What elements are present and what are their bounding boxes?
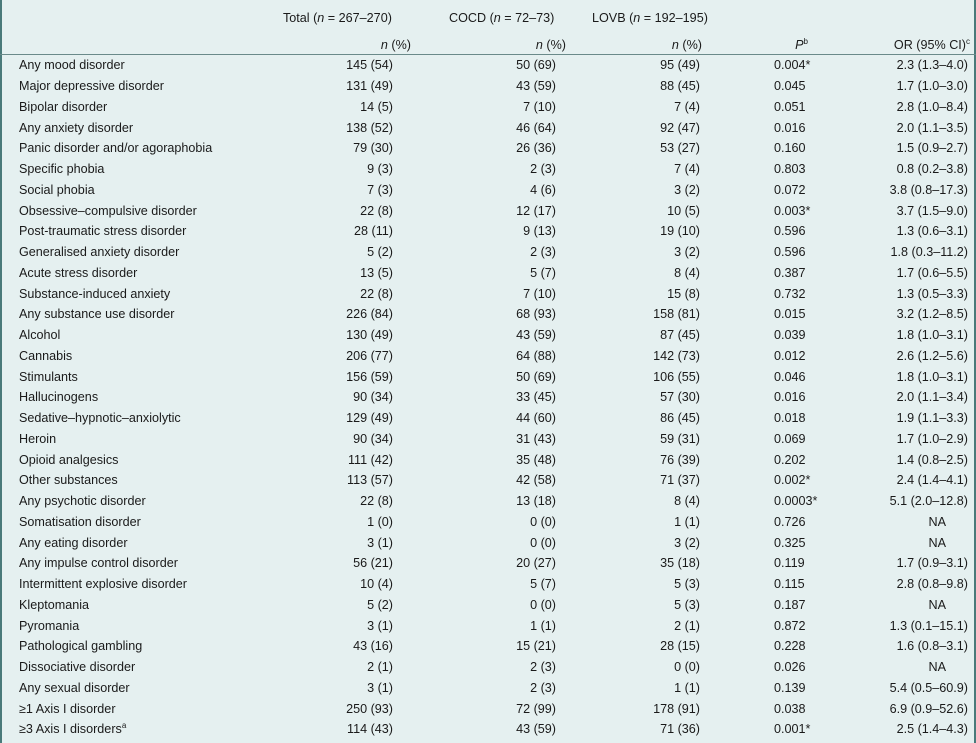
row-label bbox=[0, 657, 277, 678]
cell-p-value: 0.119 bbox=[774, 556, 805, 571]
subheader-total-n-pct: n (%) bbox=[277, 36, 437, 55]
cell-odds-ratio: 1.8 (0.3–11.2) bbox=[890, 245, 968, 260]
header-blank-p bbox=[728, 0, 838, 36]
row-label bbox=[0, 242, 277, 263]
table-row bbox=[0, 221, 976, 242]
table-row bbox=[0, 615, 976, 636]
cell-p-value: 0.016 bbox=[774, 120, 806, 135]
row-label-text: Hallucinogens bbox=[19, 390, 99, 405]
cell-cocd: 20 (27) bbox=[516, 556, 556, 571]
row-label bbox=[0, 97, 277, 118]
table-row bbox=[0, 532, 976, 553]
cell-lovb: 2 (1) bbox=[674, 618, 700, 633]
cell-lovb: 3 (2) bbox=[674, 182, 700, 197]
subheader-cocd-n-pct: n (%) bbox=[437, 36, 592, 55]
table-row bbox=[0, 512, 976, 533]
cell-lovb: 95 (49) bbox=[660, 58, 700, 73]
table-row bbox=[0, 449, 976, 470]
cell-total: 138 (52) bbox=[346, 120, 393, 135]
cell-lovb: 76 (39) bbox=[660, 452, 700, 467]
cell-total: 9 (3) bbox=[367, 162, 393, 177]
cell-cocd: 12 (17) bbox=[516, 203, 556, 218]
cell-cocd: 64 (88) bbox=[516, 348, 556, 363]
cell-odds-ratio: 1.8 (1.0–3.1) bbox=[896, 328, 968, 343]
table-row bbox=[0, 657, 976, 678]
row-label-text: Panic disorder and/or agoraphobia bbox=[19, 141, 213, 156]
cell-odds-ratio: 3.8 (0.8–17.3) bbox=[889, 182, 968, 197]
cell-odds-ratio: 2.0 (1.1–3.4) bbox=[896, 390, 968, 405]
cell-p-value: 0.046 bbox=[774, 369, 806, 384]
table-row bbox=[0, 719, 976, 740]
cell-p-value: 0.596 bbox=[774, 224, 806, 239]
table-body bbox=[0, 55, 976, 740]
cell-lovb: 178 (91) bbox=[653, 701, 700, 716]
row-label bbox=[0, 304, 277, 325]
cell-p-value: 0.596 bbox=[774, 245, 806, 260]
row-label-text: Intermittent explosive disorder bbox=[19, 577, 187, 592]
table-row bbox=[0, 76, 976, 97]
cell-odds-ratio: 2.3 (1.3–4.0) bbox=[896, 58, 968, 73]
cell-cocd: 2 (3) bbox=[530, 680, 556, 695]
table-row bbox=[0, 491, 976, 512]
table-row bbox=[0, 595, 976, 616]
row-label-text: Any eating disorder bbox=[19, 535, 128, 550]
subheader-odds-ratio: OR (95% CI)$^c$ bbox=[838, 36, 976, 55]
cell-p-value: 0.003* bbox=[774, 203, 811, 218]
cell-p-value: 0.012 bbox=[774, 348, 806, 363]
cell-p-value: 0.0003* bbox=[774, 494, 818, 509]
header-blank-or bbox=[838, 0, 976, 36]
table-row bbox=[0, 325, 976, 346]
row-label bbox=[0, 532, 277, 553]
row-label bbox=[0, 512, 277, 533]
cell-cocd: 35 (48) bbox=[516, 452, 556, 467]
row-label bbox=[0, 117, 277, 138]
row-label-text: Any substance use disorder bbox=[19, 307, 175, 322]
row-label bbox=[0, 221, 277, 242]
cell-lovb: 106 (55) bbox=[653, 369, 700, 384]
cell-cocd: 2 (3) bbox=[530, 245, 556, 260]
cell-cocd: 5 (7) bbox=[530, 265, 556, 280]
cell-total: 14 (5) bbox=[360, 99, 393, 114]
row-label bbox=[0, 263, 277, 284]
cell-odds-ratio: NA bbox=[928, 535, 946, 550]
cell-total: 5 (2) bbox=[367, 245, 393, 260]
cell-odds-ratio: NA bbox=[928, 597, 946, 612]
cell-p-value: 0.015 bbox=[774, 307, 806, 322]
row-label-text: Any anxiety disorder bbox=[19, 120, 134, 135]
cell-odds-ratio: 2.5 (1.4–4.3) bbox=[896, 722, 968, 737]
row-label-text: Specific phobia bbox=[19, 162, 105, 177]
cell-cocd: 2 (3) bbox=[530, 660, 556, 675]
cell-odds-ratio: 1.3 (0.1–15.1) bbox=[889, 618, 968, 633]
row-label-text: Cannabis bbox=[19, 348, 73, 363]
cell-odds-ratio: 5.4 (0.5–60.9) bbox=[889, 680, 968, 695]
cell-lovb: 92 (47) bbox=[660, 120, 700, 135]
cell-p-value: 0.228 bbox=[774, 639, 806, 654]
cell-lovb: 158 (81) bbox=[653, 307, 700, 322]
cell-lovb: 57 (30) bbox=[660, 390, 700, 405]
row-label-text: Stimulants bbox=[19, 369, 78, 384]
cell-total: 3 (1) bbox=[367, 618, 393, 633]
row-label bbox=[0, 491, 277, 512]
cell-cocd: 13 (18) bbox=[516, 494, 556, 509]
cell-total: 206 (77) bbox=[346, 348, 393, 363]
cell-cocd: 72 (99) bbox=[516, 701, 556, 716]
header-total: Total (n = 267–270) bbox=[283, 11, 392, 25]
cell-cocd: 0 (0) bbox=[530, 535, 556, 550]
cell-odds-ratio: 1.7 (0.9–3.1) bbox=[896, 556, 968, 571]
cell-cocd: 43 (59) bbox=[516, 79, 556, 94]
cell-lovb: 71 (36) bbox=[660, 722, 700, 737]
subheader-p-value: $P^b$ bbox=[728, 36, 838, 55]
cell-cocd: 68 (93) bbox=[516, 307, 556, 322]
cell-odds-ratio: 1.8 (1.0–3.1) bbox=[896, 369, 968, 384]
row-label bbox=[0, 678, 277, 699]
row-label-text: Any sexual disorder bbox=[19, 680, 130, 695]
cell-total: 5 (2) bbox=[367, 597, 393, 612]
row-label bbox=[0, 553, 277, 574]
group-header-row bbox=[0, 0, 976, 36]
cell-p-value: 0.325 bbox=[774, 535, 806, 550]
cell-odds-ratio: 2.8 (0.8–9.8) bbox=[896, 577, 968, 592]
cell-odds-ratio: 1.7 (1.0–2.9) bbox=[896, 431, 968, 446]
cell-cocd: 50 (69) bbox=[516, 58, 556, 73]
row-label-text: Other substances bbox=[19, 473, 118, 488]
cell-p-value: 0.726 bbox=[774, 514, 806, 529]
cell-lovb: 8 (4) bbox=[674, 494, 700, 509]
cell-lovb: 142 (73) bbox=[653, 348, 700, 363]
subheader-blank bbox=[0, 36, 277, 55]
row-label-text: Bipolar disorder bbox=[19, 99, 108, 114]
cell-odds-ratio: 1.3 (0.5–3.3) bbox=[896, 286, 968, 301]
cell-lovb: 3 (2) bbox=[674, 535, 700, 550]
cell-total: 3 (1) bbox=[367, 535, 393, 550]
cell-p-value: 0.872 bbox=[774, 618, 806, 633]
row-label-text: Pathological gambling bbox=[19, 639, 143, 654]
cell-p-value: 0.139 bbox=[774, 680, 806, 695]
cell-total: 56 (21) bbox=[353, 556, 393, 571]
row-label bbox=[0, 283, 277, 304]
row-label bbox=[0, 408, 277, 429]
cell-p-value: 0.002* bbox=[774, 473, 811, 488]
row-label bbox=[0, 346, 277, 367]
row-label bbox=[0, 449, 277, 470]
row-label-text: Any psychotic disorder bbox=[19, 494, 146, 509]
cell-cocd: 7 (10) bbox=[523, 99, 556, 114]
row-label bbox=[0, 55, 277, 76]
cell-lovb: 19 (10) bbox=[660, 224, 700, 239]
row-label-text: Substance-induced anxiety bbox=[19, 286, 171, 301]
table-row bbox=[0, 346, 976, 367]
table-row bbox=[0, 55, 976, 76]
cell-p-value: 0.039 bbox=[774, 328, 806, 343]
cell-lovb: 5 (3) bbox=[674, 597, 700, 612]
cell-total: 145 (54) bbox=[346, 58, 393, 73]
table-row bbox=[0, 553, 976, 574]
cell-p-value: 0.016 bbox=[774, 390, 806, 405]
cell-odds-ratio: 1.7 (0.6–5.5) bbox=[896, 265, 968, 280]
row-label-text: Heroin bbox=[19, 431, 57, 446]
subheader-row bbox=[0, 36, 976, 55]
cell-odds-ratio: NA bbox=[928, 660, 946, 675]
cell-lovb: 1 (1) bbox=[674, 514, 700, 529]
cell-p-value: 0.072 bbox=[774, 182, 806, 197]
cell-lovb: 28 (15) bbox=[660, 639, 700, 654]
cell-odds-ratio: 1.6 (0.8–3.1) bbox=[896, 639, 968, 654]
cell-lovb: 35 (18) bbox=[660, 556, 700, 571]
table-row bbox=[0, 698, 976, 719]
table-row bbox=[0, 429, 976, 450]
cell-total: 226 (84) bbox=[346, 307, 393, 322]
cell-total: 79 (30) bbox=[353, 141, 393, 156]
table-row bbox=[0, 574, 976, 595]
cell-cocd: 46 (64) bbox=[516, 120, 556, 135]
row-label bbox=[0, 636, 277, 657]
cell-odds-ratio: 1.5 (0.9–2.7) bbox=[896, 141, 968, 156]
cell-total: 2 (1) bbox=[367, 660, 393, 675]
cell-lovb: 88 (45) bbox=[660, 79, 700, 94]
cell-odds-ratio: 2.0 (1.1–3.5) bbox=[896, 120, 968, 135]
cell-lovb: 86 (45) bbox=[660, 411, 700, 426]
row-label-text: ≥3 Axis I disorders bbox=[19, 722, 122, 737]
row-label-text: Post-traumatic stress disorder bbox=[19, 224, 187, 239]
table-row bbox=[0, 242, 976, 263]
row-label bbox=[0, 615, 277, 636]
cell-total: 131 (49) bbox=[346, 79, 393, 94]
row-label bbox=[0, 429, 277, 450]
cell-cocd: 43 (59) bbox=[516, 722, 556, 737]
cell-lovb: 71 (37) bbox=[660, 473, 700, 488]
table-row bbox=[0, 138, 976, 159]
cell-lovb: 15 (8) bbox=[667, 286, 700, 301]
cell-cocd: 4 (6) bbox=[530, 182, 556, 197]
cell-cocd: 9 (13) bbox=[523, 224, 556, 239]
cell-odds-ratio: 1.3 (0.6–3.1) bbox=[896, 224, 968, 239]
cell-odds-ratio: NA bbox=[928, 514, 946, 529]
cell-p-value: 0.732 bbox=[774, 286, 806, 301]
row-label-text: Major depressive disorder bbox=[19, 79, 164, 94]
table-row bbox=[0, 283, 976, 304]
cell-p-value: 0.202 bbox=[774, 452, 806, 467]
table-row bbox=[0, 117, 976, 138]
cell-total: 7 (3) bbox=[367, 182, 393, 197]
cell-lovb: 10 (5) bbox=[667, 203, 700, 218]
table-row bbox=[0, 263, 976, 284]
row-label-text: Social phobia bbox=[19, 182, 95, 197]
cell-p-value: 0.160 bbox=[774, 141, 806, 156]
row-label bbox=[0, 159, 277, 180]
cell-total: 43 (16) bbox=[353, 639, 393, 654]
cell-lovb: 87 (45) bbox=[660, 328, 700, 343]
cell-p-value: 0.026 bbox=[774, 660, 806, 675]
cell-total: 90 (34) bbox=[353, 390, 393, 405]
row-label-text: Pyromania bbox=[19, 618, 80, 633]
row-label bbox=[0, 719, 277, 740]
cell-odds-ratio: 1.9 (1.1–3.3) bbox=[896, 411, 968, 426]
cell-lovb: 59 (31) bbox=[660, 431, 700, 446]
cell-lovb: 5 (3) bbox=[674, 577, 700, 592]
cell-cocd: 0 (0) bbox=[530, 597, 556, 612]
cell-total: 28 (11) bbox=[354, 224, 393, 239]
cell-cocd: 15 (21) bbox=[516, 639, 556, 654]
cell-total: 130 (49) bbox=[346, 328, 393, 343]
cell-p-value: 0.018 bbox=[774, 411, 806, 426]
cell-cocd: 26 (36) bbox=[516, 141, 556, 156]
table-row bbox=[0, 366, 976, 387]
cell-odds-ratio: 3.2 (1.2–8.5) bbox=[896, 307, 968, 322]
row-label-text: Kleptomania bbox=[19, 597, 90, 612]
table-row bbox=[0, 470, 976, 491]
table-row bbox=[0, 678, 976, 699]
row-label-text: Somatisation disorder bbox=[19, 514, 141, 529]
cell-total: 13 (5) bbox=[360, 265, 393, 280]
header-lovb: LOVB (n = 192–195) bbox=[592, 11, 708, 25]
row-label-text: Any mood disorder bbox=[19, 58, 125, 73]
cell-p-value: 0.051 bbox=[774, 99, 806, 114]
cell-total: 22 (8) bbox=[360, 203, 393, 218]
cell-lovb: 3 (2) bbox=[674, 245, 700, 260]
cell-lovb: 7 (4) bbox=[674, 162, 700, 177]
cell-total: 114 (43) bbox=[347, 722, 393, 737]
cell-odds-ratio: 3.7 (1.5–9.0) bbox=[896, 203, 968, 218]
cell-odds-ratio: 1.7 (1.0–3.0) bbox=[896, 79, 968, 94]
table-row bbox=[0, 180, 976, 201]
cell-lovb: 0 (0) bbox=[674, 660, 700, 675]
cell-total: 22 (8) bbox=[360, 286, 393, 301]
cell-total: 3 (1) bbox=[367, 680, 393, 695]
cell-p-value: 0.069 bbox=[774, 431, 806, 446]
table-row bbox=[0, 200, 976, 221]
subheader-lovb-n-pct: n (%) bbox=[592, 36, 728, 55]
table-row bbox=[0, 408, 976, 429]
cell-total: 250 (93) bbox=[346, 701, 393, 716]
row-label-text: Sedative–hypnotic–anxiolytic bbox=[19, 411, 181, 426]
cell-cocd: 31 (43) bbox=[516, 431, 556, 446]
row-label-text: Generalised anxiety disorder bbox=[19, 245, 180, 260]
cell-cocd: 0 (0) bbox=[530, 514, 556, 529]
cell-odds-ratio: 2.8 (1.0–8.4) bbox=[896, 99, 968, 114]
cell-total: 22 (8) bbox=[360, 494, 393, 509]
row-label bbox=[0, 387, 277, 408]
cell-lovb: 8 (4) bbox=[674, 265, 700, 280]
cell-total: 111 (42) bbox=[347, 452, 393, 467]
cell-total: 10 (4) bbox=[360, 577, 393, 592]
cell-lovb: 7 (4) bbox=[674, 99, 700, 114]
cell-p-value: 0.115 bbox=[774, 577, 805, 592]
cell-odds-ratio: 6.9 (0.9–52.6) bbox=[889, 701, 968, 716]
cell-p-value: 0.187 bbox=[774, 597, 806, 612]
table-row bbox=[0, 159, 976, 180]
header-cocd: COCD (n = 72–73) bbox=[449, 11, 555, 25]
row-label-text: Acute stress disorder bbox=[19, 265, 138, 280]
row-label-text: Obsessive–compulsive disorder bbox=[19, 203, 197, 218]
cell-total: 1 (0) bbox=[367, 514, 393, 529]
row-label bbox=[0, 470, 277, 491]
cell-cocd: 33 (45) bbox=[516, 390, 556, 405]
row-label bbox=[0, 595, 277, 616]
cell-cocd: 1 (1) bbox=[530, 618, 556, 633]
row-label bbox=[0, 76, 277, 97]
table-row bbox=[0, 97, 976, 118]
cell-cocd: 5 (7) bbox=[530, 577, 556, 592]
cell-total: 113 (57) bbox=[347, 473, 393, 488]
cell-cocd: 44 (60) bbox=[516, 411, 556, 426]
cell-p-value: 0.387 bbox=[774, 265, 806, 280]
cell-cocd: 50 (69) bbox=[516, 369, 556, 384]
row-label-text: Opioid analgesics bbox=[19, 452, 119, 467]
cell-lovb: 53 (27) bbox=[660, 141, 700, 156]
cell-cocd: 42 (58) bbox=[516, 473, 556, 488]
cell-cocd: 7 (10) bbox=[523, 286, 556, 301]
cell-p-value: 0.038 bbox=[774, 701, 806, 716]
cell-total: 129 (49) bbox=[346, 411, 393, 426]
row-label-footnote: a bbox=[121, 721, 127, 731]
row-label bbox=[0, 200, 277, 221]
row-label-text: ≥1 Axis I disorder bbox=[19, 701, 116, 716]
row-label bbox=[0, 366, 277, 387]
table-row bbox=[0, 636, 976, 657]
table-row bbox=[0, 304, 976, 325]
cell-lovb: 1 (1) bbox=[674, 680, 700, 695]
cell-odds-ratio: 0.8 (0.2–3.8) bbox=[896, 162, 968, 177]
cell-p-value: 0.004* bbox=[774, 58, 811, 73]
row-label bbox=[0, 180, 277, 201]
table-row bbox=[0, 387, 976, 408]
cell-p-value: 0.045 bbox=[774, 79, 806, 94]
row-label bbox=[0, 574, 277, 595]
row-label-text: Any impulse control disorder bbox=[19, 556, 178, 571]
row-label-text: Alcohol bbox=[19, 328, 61, 343]
cell-odds-ratio: 5.1 (2.0–12.8) bbox=[889, 494, 968, 509]
row-label bbox=[0, 138, 277, 159]
cell-odds-ratio: 2.4 (1.4–4.1) bbox=[896, 473, 968, 488]
cell-odds-ratio: 1.4 (0.8–2.5) bbox=[896, 452, 968, 467]
cell-p-value: 0.803 bbox=[774, 162, 806, 177]
cell-cocd: 43 (59) bbox=[516, 328, 556, 343]
cell-total: 156 (59) bbox=[346, 369, 393, 384]
row-label-text: Dissociative disorder bbox=[19, 660, 136, 675]
cell-odds-ratio: 2.6 (1.2–5.6) bbox=[896, 348, 968, 363]
cell-cocd: 2 (3) bbox=[530, 162, 556, 177]
row-label bbox=[0, 325, 277, 346]
cell-total: 90 (34) bbox=[353, 431, 393, 446]
cell-p-value: 0.001* bbox=[774, 722, 811, 737]
row-label bbox=[0, 698, 277, 719]
header-blank bbox=[0, 0, 277, 36]
